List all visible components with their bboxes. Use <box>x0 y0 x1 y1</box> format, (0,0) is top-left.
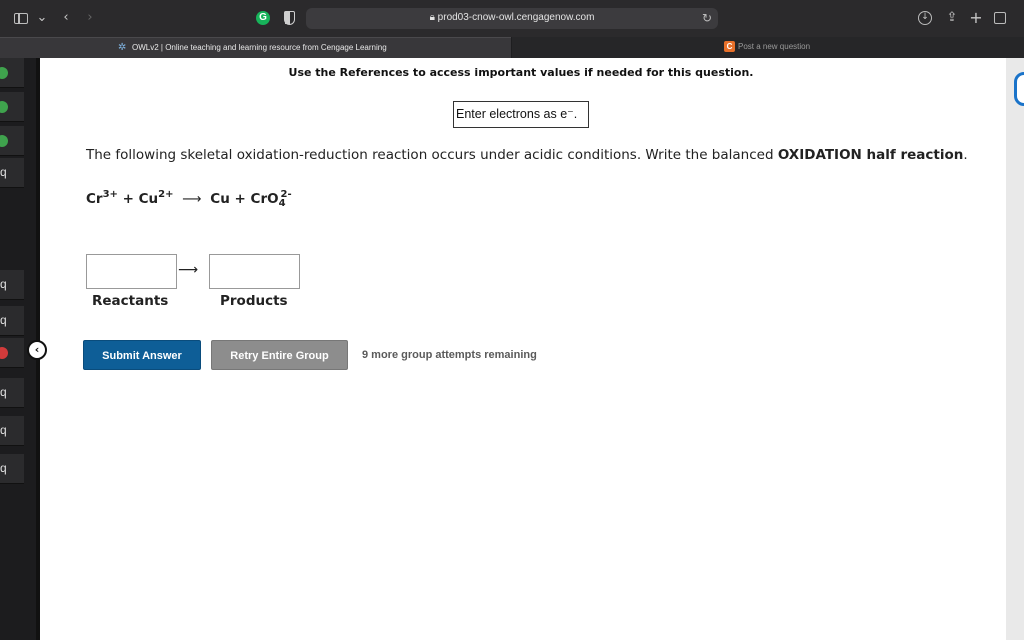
reaction-arrow-icon: ⟶ <box>178 262 199 278</box>
references-note: Use the References to access important values if needed for this question. <box>288 66 754 79</box>
nav-item[interactable]: q <box>0 416 24 446</box>
back-icon[interactable]: ‹ <box>63 10 69 25</box>
reactants-input[interactable] <box>86 254 177 289</box>
complete-icon <box>0 101 8 113</box>
tab-overview-icon[interactable] <box>994 12 1006 24</box>
question-text: The following skeletal oxidation-reduction reaction occurs under acidic conditions. Write the balanced OXIDATION half reaction. <box>86 147 968 163</box>
complete-icon <box>0 67 8 79</box>
retry-entire-group-button[interactable]: Retry Entire Group <box>211 340 348 370</box>
download-icon[interactable]: ↓ <box>918 11 932 25</box>
incorrect-icon <box>0 347 8 359</box>
nav-item[interactable]: q <box>0 454 24 484</box>
nav-item[interactable] <box>0 126 24 156</box>
tab-label: Post a new question <box>738 42 811 51</box>
submit-answer-button[interactable]: Submit Answer <box>83 340 201 370</box>
forward-icon[interactable]: › <box>87 10 93 25</box>
reaction-arrow-icon: ⟶ <box>182 191 202 207</box>
nav-item[interactable] <box>0 92 24 122</box>
privacy-shield-icon[interactable] <box>284 11 295 25</box>
skeletal-equation: $Cr^{3+} + Cu^{2+}$ ⟶ Cu + CrO$_4^{2-}$ <box>86 189 292 209</box>
chevron-down-icon[interactable]: ⌄ <box>36 10 48 25</box>
tab-post-question[interactable] <box>512 37 1024 58</box>
tab-owlv2[interactable] <box>0 37 511 58</box>
new-tab-icon[interactable]: + <box>969 8 983 27</box>
tab-bar <box>0 37 1024 58</box>
reload-icon[interactable]: ↻ <box>701 11 712 25</box>
nav-item[interactable]: q <box>0 306 24 336</box>
products-input[interactable] <box>209 254 300 289</box>
products-label: Products <box>220 293 288 309</box>
nav-item[interactable]: q <box>0 270 24 300</box>
electrons-hint: Enter electrons as e⁻. <box>453 101 589 128</box>
question-content <box>40 58 1006 640</box>
url-text: 🔒︎ prod03-cnow-owl.cengagenow.com <box>429 12 595 23</box>
browser-toolbar <box>0 0 1024 37</box>
address-bar[interactable] <box>306 8 718 29</box>
attempts-remaining: 9 more group attempts remaining <box>362 349 537 361</box>
reactants-label: Reactants <box>92 293 169 309</box>
tab-label: OWLv2 | Online teaching and learning resource from Cengage Learning <box>132 43 387 52</box>
nav-item[interactable] <box>0 338 24 368</box>
nav-item[interactable]: q <box>0 158 24 188</box>
collapse-panel-icon[interactable]: ‹ <box>27 340 47 360</box>
right-gutter <box>1006 58 1024 640</box>
share-icon[interactable]: ⇪ <box>946 10 958 25</box>
nav-item[interactable] <box>0 58 24 88</box>
side-tool-handle[interactable] <box>1014 72 1024 106</box>
chegg-favicon-icon: C <box>724 41 735 52</box>
owl-favicon-icon: ✲ <box>118 42 127 53</box>
nav-item[interactable]: q <box>0 378 24 408</box>
complete-icon <box>0 135 8 147</box>
sidebar-toggle-icon[interactable] <box>14 13 28 24</box>
lock-icon: 🔒︎ <box>429 12 435 23</box>
grammarly-extension-icon[interactable]: G <box>256 11 270 25</box>
